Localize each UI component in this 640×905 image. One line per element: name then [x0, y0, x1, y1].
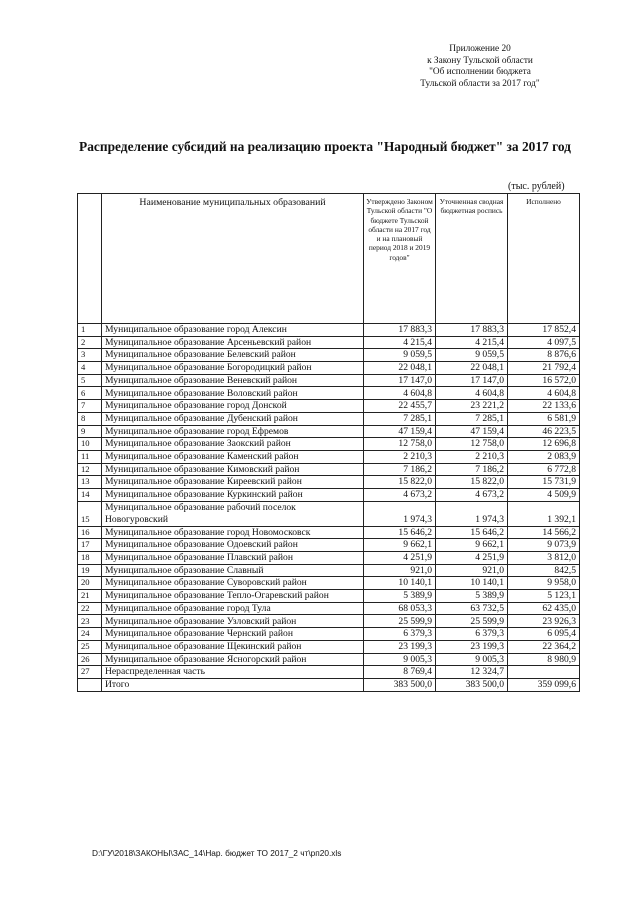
- row-number: 3: [78, 349, 102, 362]
- municipality-name: Муниципальное образование Кимовский район: [102, 463, 364, 476]
- revised-value: 22 048,1: [436, 362, 508, 375]
- row-number: 2: [78, 336, 102, 349]
- header-revised: Уточненная сводная бюджетная роспись: [436, 194, 508, 324]
- approved-value: 4 215,4: [364, 336, 436, 349]
- annex-line: Приложение 20: [449, 44, 511, 54]
- annex-line: "Об исполнении бюджета: [429, 67, 531, 77]
- total-executed: 359 099,6: [508, 678, 580, 691]
- municipality-name: Муниципальное образование Белевский район: [102, 349, 364, 362]
- executed-value: 15 731,9: [508, 476, 580, 489]
- executed-value: 14 566,2: [508, 526, 580, 539]
- table-row: [78, 412, 580, 425]
- row-number: 19: [78, 564, 102, 577]
- executed-value: 4 604,8: [508, 387, 580, 400]
- revised-value: 9 005,3: [436, 653, 508, 666]
- annex-line: к Закону Тульской области: [427, 55, 533, 66]
- revised-value: 17 147,0: [436, 374, 508, 387]
- row-number: 15: [78, 501, 102, 526]
- municipality-name: Муниципальное образование Чернский район: [102, 628, 364, 641]
- approved-value: 8 769,4: [364, 666, 436, 679]
- executed-value: 16 572,0: [508, 374, 580, 387]
- table-row: [78, 602, 580, 615]
- table-row: [78, 374, 580, 387]
- revised-value: 4 251,9: [436, 552, 508, 565]
- table-row: [78, 476, 580, 489]
- row-number: 23: [78, 615, 102, 628]
- municipality-name: Муниципальное образование Ясногорский район: [102, 653, 364, 666]
- table-row: [78, 628, 580, 641]
- row-number: 4: [78, 362, 102, 375]
- revised-value: 63 732,5: [436, 602, 508, 615]
- approved-value: 10 140,1: [364, 577, 436, 590]
- revised-value: 4 215,4: [436, 336, 508, 349]
- approved-value: 22 048,1: [364, 362, 436, 375]
- row-number: 1: [78, 324, 102, 337]
- municipality-name: Муниципальное образование Заокский район: [102, 438, 364, 451]
- revised-value: 25 599,9: [436, 615, 508, 628]
- revised-value: 17 883,3: [436, 324, 508, 337]
- header-number: [78, 194, 102, 324]
- approved-value: 68 053,3: [364, 602, 436, 615]
- municipality-name: Муниципальное образование Куркинский район: [102, 488, 364, 501]
- municipality-name: Муниципальное образование Плавский район: [102, 552, 364, 565]
- table-row: [78, 590, 580, 603]
- approved-value: 15 646,2: [364, 526, 436, 539]
- approved-value: 5 389,9: [364, 590, 436, 603]
- municipality-name: Муниципальное образование Одоевский район: [102, 539, 364, 552]
- approved-value: 6 379,3: [364, 628, 436, 641]
- revised-value: 7 186,2: [436, 463, 508, 476]
- executed-value: 62 435,0: [508, 602, 580, 615]
- approved-value: 921,0: [364, 564, 436, 577]
- table-row: [78, 400, 580, 413]
- table-row: [78, 324, 580, 337]
- row-number: 9: [78, 425, 102, 438]
- header-name: Наименование муниципальных образований: [102, 194, 364, 324]
- subsidy-table: [77, 193, 580, 692]
- municipality-name: Муниципальное образование Богородицкий район: [102, 362, 364, 375]
- table-row: [78, 425, 580, 438]
- executed-value: 1 392,1: [508, 501, 580, 526]
- table-row: [78, 501, 580, 526]
- row-number: 27: [78, 666, 102, 679]
- approved-value: 4 251,9: [364, 552, 436, 565]
- executed-value: 22 133,6: [508, 400, 580, 413]
- row-number: 17: [78, 539, 102, 552]
- table-row: [78, 564, 580, 577]
- row-number: 22: [78, 602, 102, 615]
- annex-header: [380, 44, 580, 90]
- table-row: [78, 387, 580, 400]
- approved-value: 2 210,3: [364, 450, 436, 463]
- row-number: 5: [78, 374, 102, 387]
- revised-value: 2 210,3: [436, 450, 508, 463]
- municipality-name: Муниципальное образование Тепло-Огаревский район: [102, 590, 364, 603]
- row-number: 14: [78, 488, 102, 501]
- table-row: [78, 640, 580, 653]
- row-number: 7: [78, 400, 102, 413]
- municipality-name: Муниципальное образование Воловский район: [102, 387, 364, 400]
- executed-value: 4 509,9: [508, 488, 580, 501]
- row-number: 8: [78, 412, 102, 425]
- table-row: [78, 438, 580, 451]
- approved-value: 17 883,3: [364, 324, 436, 337]
- municipality-name: Муниципальное образование город Донской: [102, 400, 364, 413]
- executed-value: 5 123,1: [508, 590, 580, 603]
- approved-value: 4 604,8: [364, 387, 436, 400]
- executed-value: 4 097,5: [508, 336, 580, 349]
- approved-value: 25 599,9: [364, 615, 436, 628]
- revised-value: 23 221,2: [436, 400, 508, 413]
- table-row: [78, 336, 580, 349]
- approved-value: 17 147,0: [364, 374, 436, 387]
- row-number: 6: [78, 387, 102, 400]
- executed-value: 12 696,8: [508, 438, 580, 451]
- revised-value: 5 389,9: [436, 590, 508, 603]
- executed-value: 8 876,6: [508, 349, 580, 362]
- revised-value: 9 662,1: [436, 539, 508, 552]
- revised-value: 921,0: [436, 564, 508, 577]
- table-row: [78, 666, 580, 679]
- revised-value: 7 285,1: [436, 412, 508, 425]
- approved-value: 1 974,3: [364, 501, 436, 526]
- table-row: [78, 552, 580, 565]
- executed-value: 842,5: [508, 564, 580, 577]
- table-row: [78, 349, 580, 362]
- approved-value: 9 662,1: [364, 539, 436, 552]
- revised-value: 15 822,0: [436, 476, 508, 489]
- annex-line: Тульской области за 2017 год": [420, 78, 540, 89]
- row-number: 24: [78, 628, 102, 641]
- municipality-name: Муниципальное образование Щекинский район: [102, 640, 364, 653]
- table-row: [78, 463, 580, 476]
- row-number: 21: [78, 590, 102, 603]
- row-number: 10: [78, 438, 102, 451]
- municipality-name: Муниципальное образование Каменский район: [102, 450, 364, 463]
- approved-value: 15 822,0: [364, 476, 436, 489]
- revised-value: 1 974,3: [436, 501, 508, 526]
- table-row: [78, 615, 580, 628]
- units-label: (тыс. рублей): [508, 181, 565, 192]
- municipality-name: Муниципальное образование Дубенский район: [102, 412, 364, 425]
- table-row: [78, 539, 580, 552]
- revised-value: 4 604,8: [436, 387, 508, 400]
- approved-value: 47 159,4: [364, 425, 436, 438]
- approved-value: 23 199,3: [364, 640, 436, 653]
- executed-value: [508, 666, 580, 679]
- revised-value: 15 646,2: [436, 526, 508, 539]
- approved-value: 9 005,3: [364, 653, 436, 666]
- header-approved: Утверждено Законом Тульской области "О бюджете Тульской области на 2017 год и на плановый период 2018 и 2019 годов": [364, 194, 436, 324]
- revised-value: 12 324,7: [436, 666, 508, 679]
- executed-value: 3 812,0: [508, 552, 580, 565]
- row-number: 26: [78, 653, 102, 666]
- revised-value: 4 673,2: [436, 488, 508, 501]
- total-approved: 383 500,0: [364, 678, 436, 691]
- approved-value: 7 186,2: [364, 463, 436, 476]
- total-label: Итого: [102, 678, 364, 691]
- municipality-name: Муниципальное образование город Ефремов: [102, 425, 364, 438]
- row-number: [78, 678, 102, 691]
- municipality-name: Муниципальное образование Суворовский район: [102, 577, 364, 590]
- row-number: 18: [78, 552, 102, 565]
- executed-value: 22 364,2: [508, 640, 580, 653]
- row-number: 12: [78, 463, 102, 476]
- executed-value: 8 980,9: [508, 653, 580, 666]
- executed-value: 21 792,4: [508, 362, 580, 375]
- total-revised: 383 500,0: [436, 678, 508, 691]
- executed-value: 6 581,9: [508, 412, 580, 425]
- revised-value: 10 140,1: [436, 577, 508, 590]
- executed-value: 6 772,8: [508, 463, 580, 476]
- revised-value: 9 059,5: [436, 349, 508, 362]
- total-row: [78, 678, 580, 691]
- file-path: D:\ГУ\2018\ЗАКОНЫ\ЗАС_14\Нар. бюджет ТО 2017_2 чт\рп20.xls: [92, 848, 342, 858]
- header-executed: Исполнено: [508, 194, 580, 324]
- revised-value: 6 379,3: [436, 628, 508, 641]
- municipality-name: Муниципальное образование город Алексин: [102, 324, 364, 337]
- approved-value: 4 673,2: [364, 488, 436, 501]
- revised-value: 47 159,4: [436, 425, 508, 438]
- executed-value: 46 223,5: [508, 425, 580, 438]
- municipality-name: Муниципальное образование Киреевский район: [102, 476, 364, 489]
- executed-value: 9 073,9: [508, 539, 580, 552]
- table-row: [78, 362, 580, 375]
- municipality-name: Муниципальное образование Узловский район: [102, 615, 364, 628]
- municipality-name: Муниципальное образование Славный: [102, 564, 364, 577]
- table-row: [78, 526, 580, 539]
- municipality-name: Муниципальное образование Веневский район: [102, 374, 364, 387]
- revised-value: 23 199,3: [436, 640, 508, 653]
- approved-value: 22 455,7: [364, 400, 436, 413]
- table-header-row: [78, 194, 580, 324]
- document-title: Распределение субсидий на реализацию проекта "Народный бюджет" за 2017 год: [79, 139, 571, 154]
- municipality-name: Нераспределенная часть: [102, 666, 364, 679]
- executed-value: 17 852,4: [508, 324, 580, 337]
- executed-value: 2 083,9: [508, 450, 580, 463]
- row-number: 11: [78, 450, 102, 463]
- row-number: 20: [78, 577, 102, 590]
- row-number: 16: [78, 526, 102, 539]
- revised-value: 12 758,0: [436, 438, 508, 451]
- table-row: [78, 653, 580, 666]
- row-number: 25: [78, 640, 102, 653]
- table-body: [78, 324, 580, 692]
- executed-value: 23 926,3: [508, 615, 580, 628]
- municipality-name: Муниципальное образование город Тула: [102, 602, 364, 615]
- executed-value: 6 095,4: [508, 628, 580, 641]
- table-row: [78, 450, 580, 463]
- municipality-name: Муниципальное образование Арсеньевский район: [102, 336, 364, 349]
- table-row: [78, 577, 580, 590]
- approved-value: 12 758,0: [364, 438, 436, 451]
- approved-value: 7 285,1: [364, 412, 436, 425]
- executed-value: 9 958,0: [508, 577, 580, 590]
- municipality-name: Муниципальное образование город Новомосковск: [102, 526, 364, 539]
- municipality-name: Муниципальное образование рабочий поселок Новогуровский: [102, 501, 364, 526]
- approved-value: 9 059,5: [364, 349, 436, 362]
- table-row: [78, 488, 580, 501]
- row-number: 13: [78, 476, 102, 489]
